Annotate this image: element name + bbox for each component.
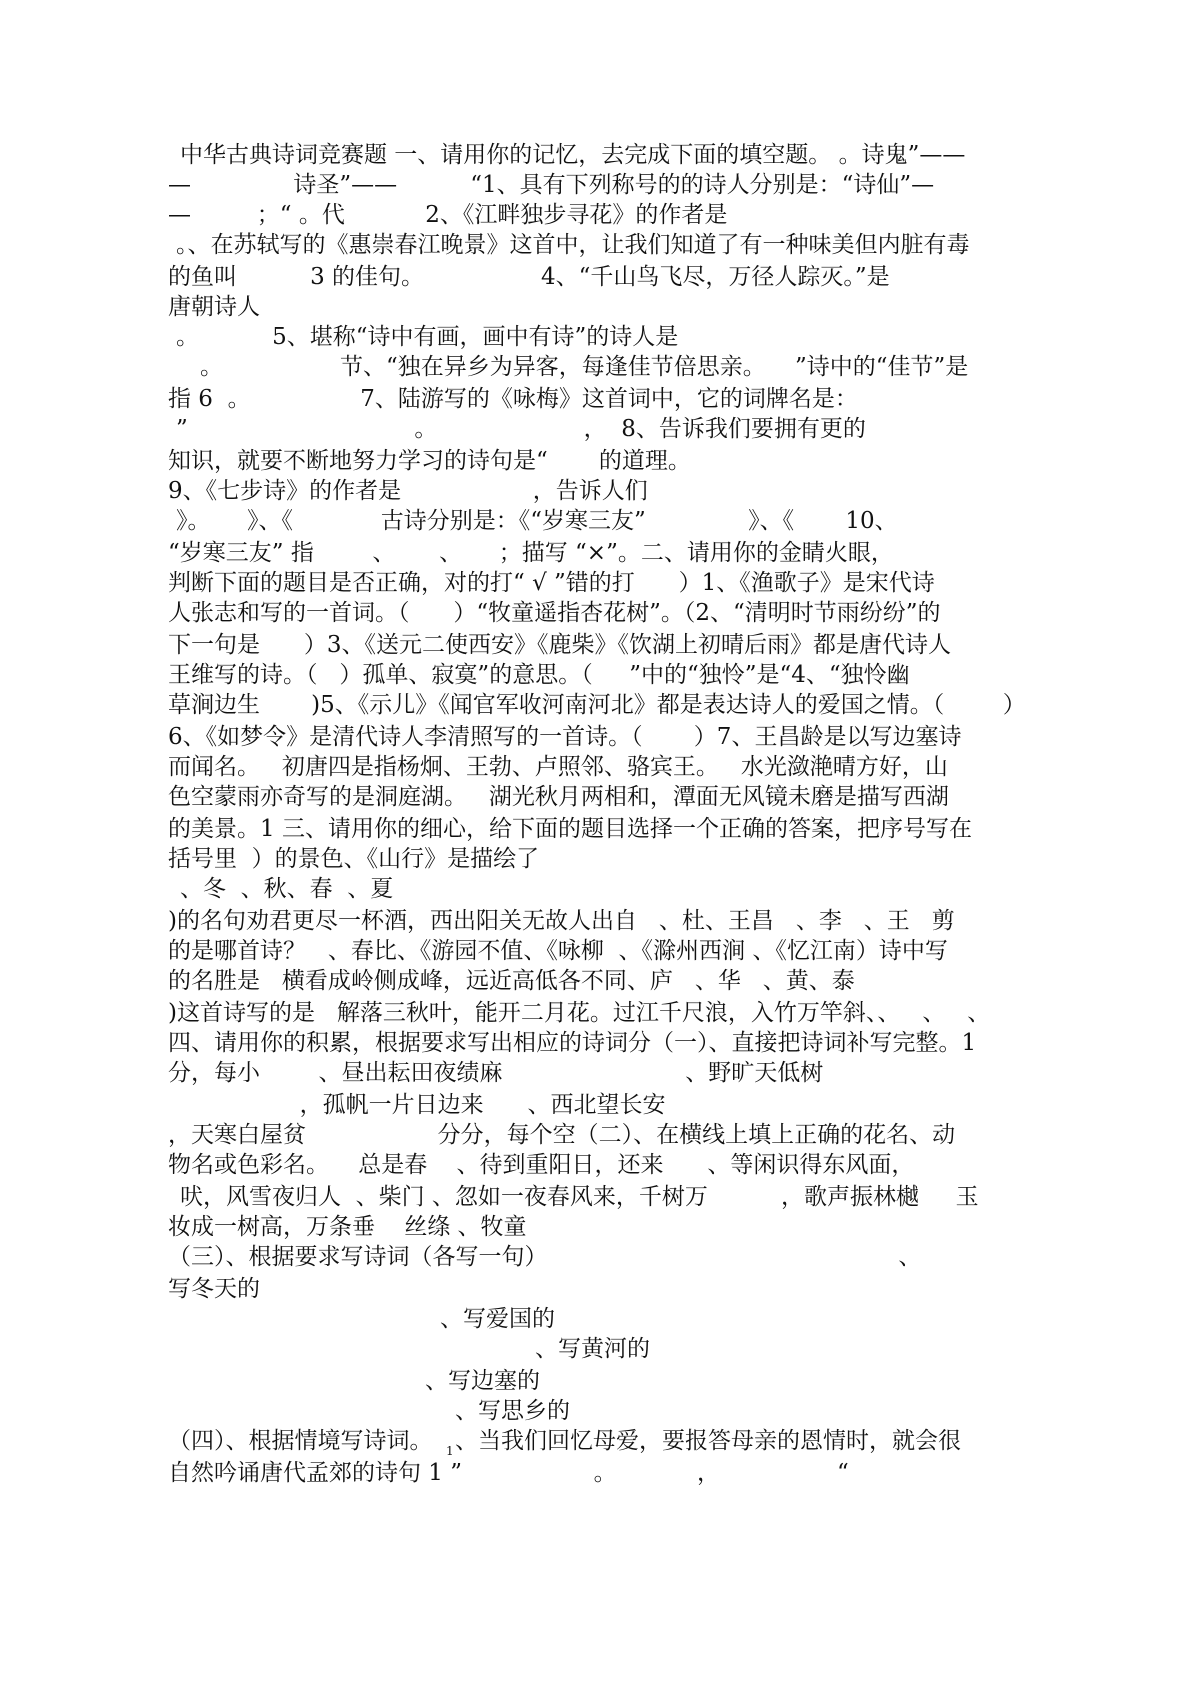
text-line: ，孤帆一片日边来 、西北望长安 <box>168 1092 666 1118</box>
text-line: 色空蒙雨亦奇写的是洞庭湖。 湖光秋月两相和，潭面无风镜未磨是描写西湖 <box>168 784 949 810</box>
text-line: 四、请用你的积累，根据要求写出相应的诗词分（一）、直接把诗词补写完整。1 <box>168 1030 977 1056</box>
text-line: 》。 》、《 古诗分别是：《“岁寒三友” 》、《 10、 <box>176 508 898 534</box>
text-line: 、写爱国的 <box>440 1306 555 1332</box>
text-line: （三）、根据要求写诗词（各写一句） 、 <box>168 1244 922 1270</box>
text-line: 。、在苏轼写的《惠崇春江晚景》这首中，让我们知道了有一种味美但内脏有毒 <box>176 232 970 258</box>
text-line: 写冬天的 <box>168 1276 260 1302</box>
text-line: ，天寒白屋贫 分分，每个空（二）、在横线上填上正确的花名、动 <box>168 1122 956 1148</box>
text-line: 指 6 。 7、陆游写的《咏梅》这首词中，它的词牌名是： <box>168 386 858 412</box>
text-line: 判断下面的题目是否正确，对的打“ √ ”错的打 ）1、《渔歌子》是宋代诗 <box>168 570 935 596</box>
footnote-marker: 1 <box>446 1444 454 1458</box>
text-line: 唐朝诗人 <box>168 294 260 320</box>
text-line: )的名句劝君更尽一杯酒，西出阳关无故人出自 、杜、王昌 、李 、王 剪 <box>168 908 955 934</box>
text-line: 的名胜是 横看成岭侧成峰，远近高低各不同、庐 、华 、黄、泰 <box>168 968 855 994</box>
text-line: 9、《七步诗》的作者是 ，告诉人们 <box>168 478 648 504</box>
text-line: 、当我们回忆母爱，要报答母亲的恩情时，就会很 <box>455 1428 961 1454</box>
text-line: 人张志和写的一首词。（ ）“牧童遥指杏花树”。（2、“清明时节雨纷纷”的 <box>168 600 941 626</box>
text-line: 而闻名。 初唐四是指杨炯、王勃、卢照邻、骆宾王。 水光潋滟晴方好，山 <box>168 754 948 780</box>
text-line: 的是哪首诗？ 、春比、《游园不值、《咏柳 、《滁州西涧 、《忆江南）诗中写 <box>168 938 948 964</box>
text-line: 的鱼叫 3 的佳句。 4、“千山鸟飞尽，万径人踪灭。”是 <box>168 264 890 290</box>
text-line: )这首诗写的是 解落三秋叶，能开二月花。过江千尺浪，入竹万竿斜、、 、 、 <box>168 1000 991 1026</box>
text-line: 吠，风雪夜归人 、柴门 、忽如一夜春风来，千树万 ，歌声振林樾 玉 <box>180 1184 979 1210</box>
text-line: 中华古典诗词竞赛题 一、请用你的记忆，去完成下面的填空题。 。诗鬼”—— <box>180 142 966 168</box>
text-line: 、写思乡的 <box>455 1398 570 1424</box>
text-line: 。 5、堪称“诗中有画，画中有诗”的诗人是 <box>176 324 679 350</box>
text-line: 6、《如梦令》是清代诗人李清照写的一首诗。（ ）7、王昌龄是以写边塞诗 <box>168 724 962 750</box>
text-line: 知识，就要不断地努力学习的诗句是“ 的道理。 <box>168 448 691 474</box>
text-line: 、冬 、秋、春 、夏 <box>180 876 394 902</box>
text-line: 王维写的诗。（ ）孤单、寂寞”的意思。（ ”中的“独怜”是“4、“独怜幽 <box>168 662 910 688</box>
text-line: 的美景。1 三、请用你的细心，给下面的题目选择一个正确的答案，把序号写在 <box>168 816 972 842</box>
text-line: 、写边塞的 <box>425 1368 540 1394</box>
text-line: — ；“ 。代 2、《江畔独步寻花》的作者是 <box>168 202 728 228</box>
text-line: 。 节、“独在异乡为异客，每逢佳节倍思亲。 ”诗中的“佳节”是 <box>200 354 969 380</box>
text-line: 分，每小 、昼出耘田夜绩麻 、野旷天低树 <box>168 1060 824 1086</box>
text-line: “岁寒三友” 指 、 、 ；描写 “×”。二、请用你的金睛火眼， <box>168 540 894 566</box>
text-line: 括号里 ）的景色、《山行》是描绘了 <box>168 846 540 872</box>
text-line: （四）、根据情境写诗词。 <box>168 1428 433 1454</box>
text-line: 自然吟诵唐代孟郊的诗句 1 ” 。 ， “ <box>168 1460 849 1486</box>
text-line: 物名或色彩名。 总是春 、待到重阳日，还来 、等闲识得东风面， <box>168 1152 915 1178</box>
text-line: 下一句是 ）3、《送元二使西安》《鹿柴》《饮湖上初晴后雨》都是唐代诗人 <box>168 632 951 658</box>
text-line: — 诗圣”—— “1、具有下列称号的的诗人分别是：“诗仙”— <box>168 172 935 198</box>
text-line: ” 。 ， 8、告诉我们要拥有更的 <box>176 416 866 442</box>
text-line: 妆成一树高，万条垂 丝绦 、牧童 <box>168 1214 527 1240</box>
text-line: 草涧边生 )5、《示儿》《闻官军收河南河北》都是表达诗人的爱国之情。（ ） <box>168 692 1026 718</box>
text-line: 、写黄河的 <box>535 1336 650 1362</box>
